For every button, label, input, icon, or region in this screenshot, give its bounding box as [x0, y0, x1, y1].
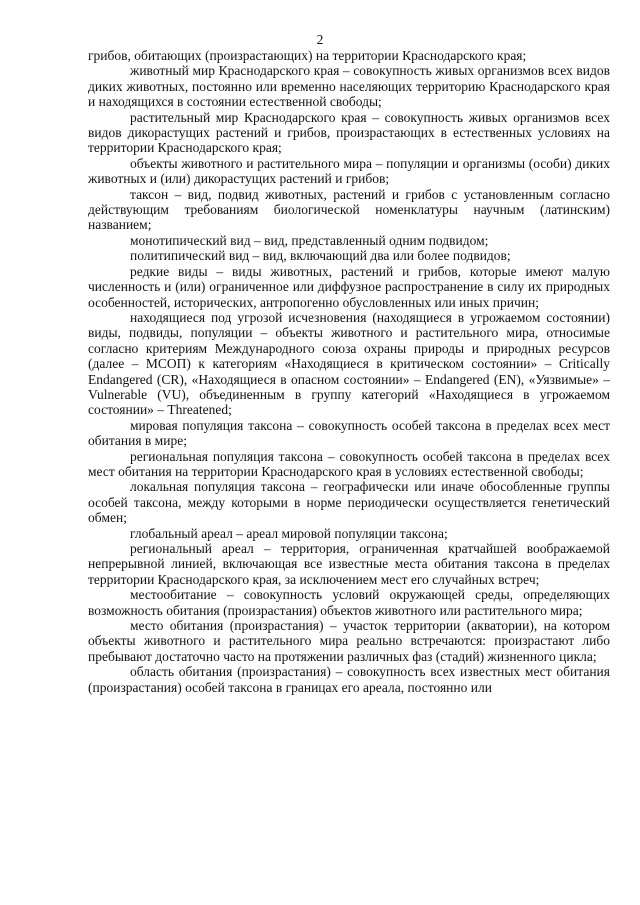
definition-habitat-area: область обитания (произрастания) – совокупность всех известных мест обитания (произрастания) особей таксона в границах его ареала, постоянно или — [88, 664, 610, 695]
definition-local-population: локальная популяция таксона – географически или иначе обособленные группы особей таксона, между которыми в норме периодически осуществляется генетический обмен; — [88, 479, 610, 526]
definition-polytypic-species: политипический вид – вид, включающий два или более подвидов; — [130, 248, 511, 264]
definition-objects: объекты животного и растительного мира – популяции и организмы (особи) диких животных и (или) дикорастущих растений и грибов; — [88, 155, 610, 187]
definition-habitat: местообитание – совокупность условий окружающей среды, определяющих возможность обитания (произрастания) объектов животного или растительного мира; — [88, 587, 610, 618]
definition-global-range: глобальный ареал – ареал мировой популяции таксона; — [130, 525, 448, 541]
definition-animal-world: животный мир Краснодарского края – совокупность живых организмов всех видов диких животных, постоянно или временно населяющих территорию Краснодарского края и находящихся в состоянии естественной свободы; — [88, 63, 610, 110]
definition-monotypic-species: монотипический вид – вид, представленный одним подвидом; — [130, 232, 489, 248]
definition-rare-species: редкие виды – виды животных, растений и грибов, которые имеют малую численность и (или) ограниченное или диффузное распространение в силу их природных особенностей, исторических, антропогенно обусловленных или иных причин; — [88, 263, 610, 310]
document-body — [88, 48, 610, 695]
definition-habitat-place: место обитания (произрастания) – участок территории (акватории), на котором объекты животного и растительного мира реально встречаются: произрастают либо пребывают достаточно часто на протяжении различных фаз (стадий) жизненного цикла; — [88, 618, 610, 664]
definition-regional-population: региональная популяция таксона – совокупность особей таксона в пределах всех мест обитания на территории Краснодарского края в условиях естественной свободы; — [88, 448, 610, 479]
page-number: 2 — [316, 32, 324, 47]
definition-endangered: находящиеся под угрозой исчезновения (находящиеся в угрожаемом состоянии) виды, подвиды, популяции – объекты животного и растительного мира, относимые согласно критериям Международного союза охраны природы и природных ресурсов (далее – МСОП) к категориям «Находящиеся в критическом состоянии» – Critically Endangered (CR), «Находящиеся в опасном состоянии» – Endangered (EN), «Уязвимые» – Vulnerable (VU), объединенным в группу категорий «Находящиеся в угрожаемом состоянии» – Threatened; — [88, 309, 610, 418]
definition-world-population: мировая популяция таксона – совокупность особей таксона в пределах всех мест обитания в мире; — [88, 417, 610, 449]
paragraph-continuation: грибов, обитающих (произрастающих) на территории Краснодарского края; — [88, 48, 527, 63]
definition-taxon: таксон – вид, подвид животных, растений и грибов с установленным согласно действующим требованиям биологической номенклатуры научным (латинским) названием; — [88, 186, 610, 233]
definition-plant-world: растительный мир Краснодарского края – совокупность живых организмов всех видов дикорастущих растений и грибов, произрастающих в естественных условиях на территории Краснодарского края; — [88, 109, 610, 156]
definition-regional-range: региональный ареал – территория, ограниченная кратчайшей воображаемой непрерывной линией, включающая все известные места обитания таксона в пределах территории Краснодарского края, за исключением мест его случайных встреч; — [88, 541, 610, 587]
